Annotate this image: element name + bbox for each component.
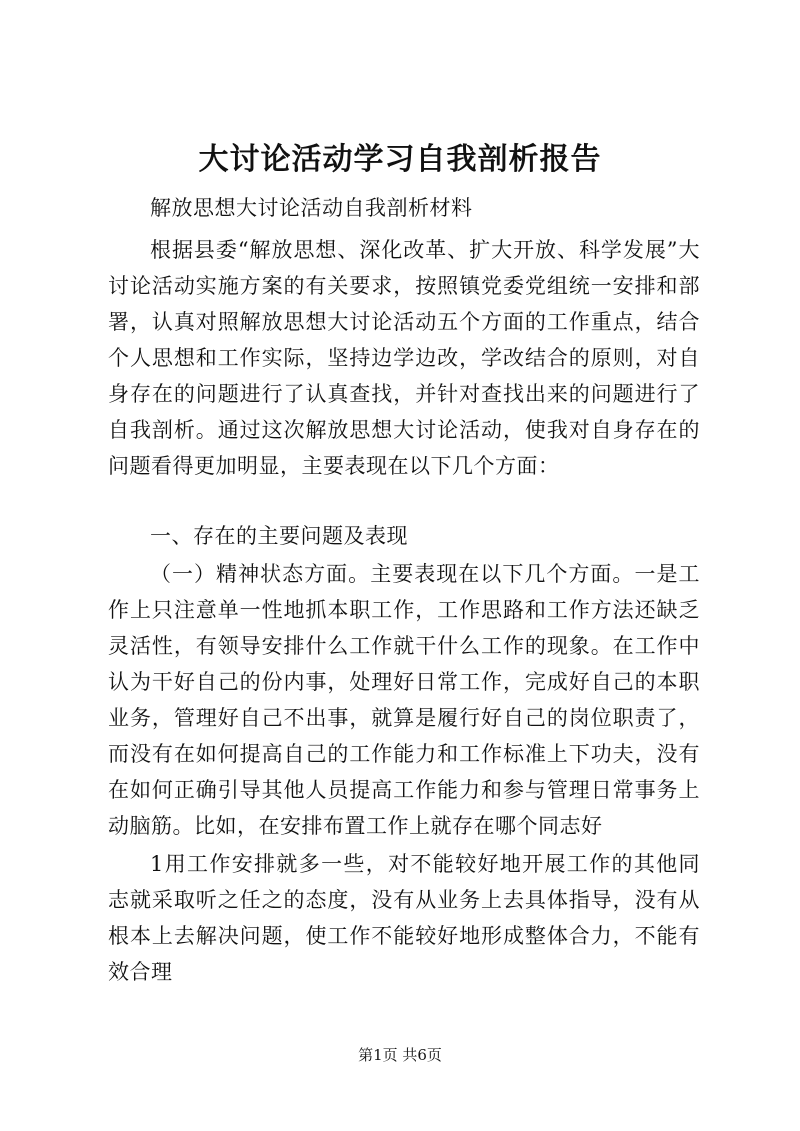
document-title: 大讨论活动学习自我剖析报告: [198, 142, 602, 177]
body-paragraph: 1用工作安排就多一些，对不能较好地开展工作的其他同志就采取听之任之的态度，没有从业务上去具体指导，没有从根本上去解决问题，使工作不能较好地形成整体合力，不能有效合理: [108, 852, 700, 984]
subtitle-paragraph: 解放思想大讨论活动自我剖析材料: [150, 196, 473, 220]
section-heading: 一、存在的主要问题及表现: [150, 524, 408, 548]
page-footer: 第1页 共6页: [358, 1046, 442, 1064]
intro-paragraph: 根据县委“解放思想、深化改革、扩大开放、科学发展”大讨论活动实施方案的有关要求，按照镇党委党组统一安排和部署，认真对照解放思想大讨论活动五个方面的工作重点，结合个人思想和工作实际，坚持边学边改，学改结合的原则，对自身存在的问题进行了认真查找，并针对查找出来的问题进行了自我剖析。通过这次解放思想大讨论活动，使我对自身存在的问题看得更加明显，主要表现在以下几个方面：: [108, 238, 700, 478]
body-paragraph: （一）精神状态方面。主要表现在以下几个方面。一是工作上只注意单一性地抓本职工作，工作思路和工作方法还缺乏灵活性，有领导安排什么工作就干什么工作的现象。在工作中认为干好自己的份内事，处理好日常工作，完成好自己的本职业务，管理好自己不出事，就算是履行好自己的岗位职责了，而没有在如何提高自己的工作能力和工作标准上下功夫，没有在如何正确引导其他人员提高工作能力和参与管理日常事务上动脑筋。比如，在安排布置工作上就存在哪个同志好: [108, 562, 700, 838]
